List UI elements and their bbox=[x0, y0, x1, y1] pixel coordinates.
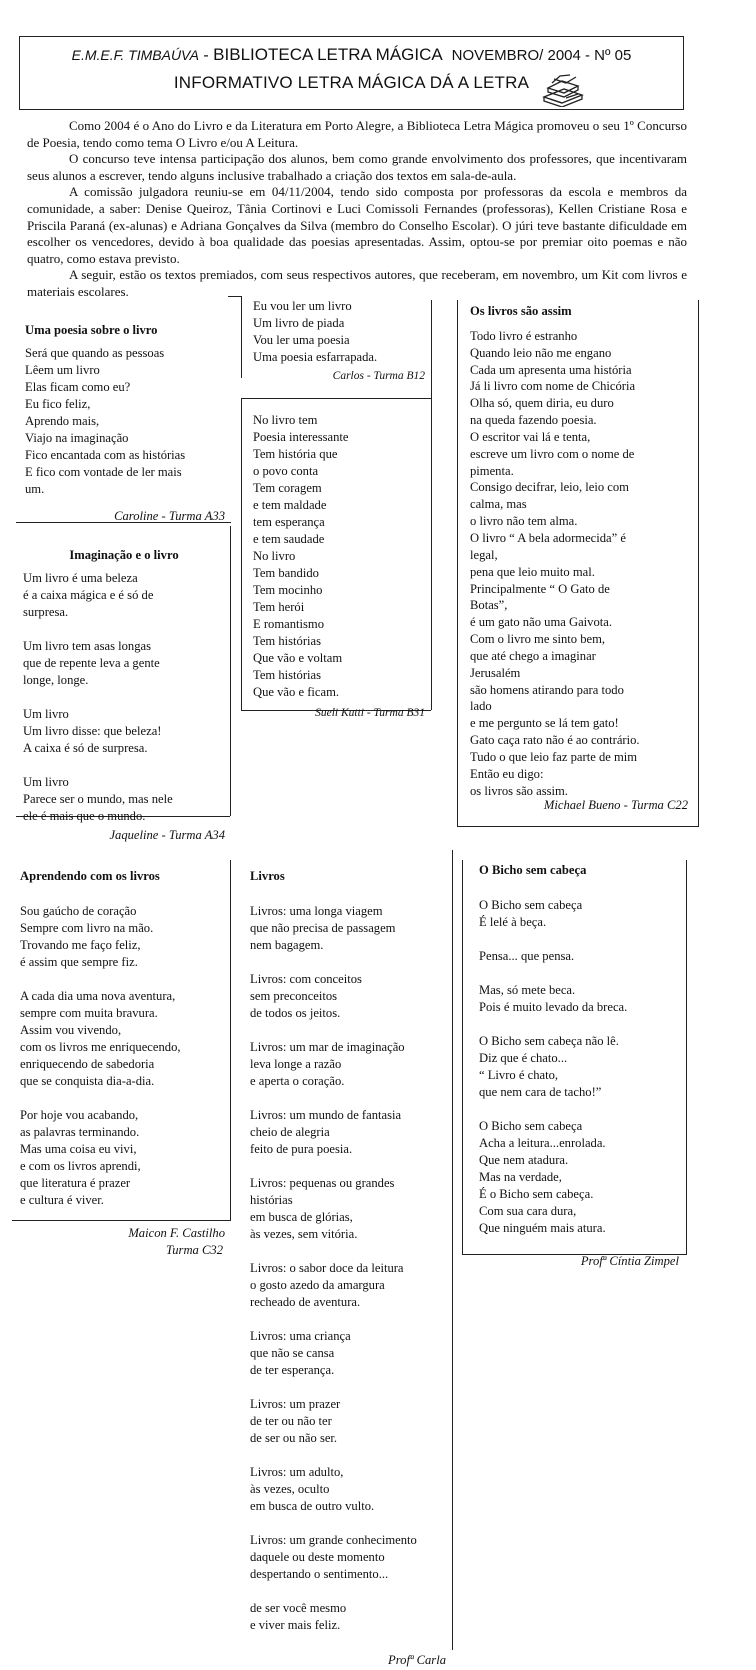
poem-line: escreve um livro com o nome de bbox=[470, 446, 635, 461]
poem-title: Imaginação e o livro bbox=[69, 548, 179, 562]
poem-line-text: Livros: pequenas ou grandes bbox=[250, 1176, 395, 1190]
poem-stanza bbox=[479, 1118, 679, 1237]
poem-line: Livros: um mar de imaginação bbox=[250, 1040, 405, 1054]
poem-author-class: Turma C32 bbox=[165, 1243, 223, 1257]
poem-line: “ Livro é chato, bbox=[479, 1068, 559, 1082]
poem-author: Profª Cíntia Zimpel bbox=[580, 1254, 679, 1268]
poem-line: lado bbox=[470, 699, 492, 714]
poem-line: ele é mais que o mundo. bbox=[23, 809, 146, 823]
poem-line: Um livro de piada bbox=[253, 316, 345, 330]
poem-line: Diz que é chato... bbox=[479, 1051, 568, 1065]
divider bbox=[686, 860, 687, 1255]
poem-stanza bbox=[250, 1532, 446, 1583]
poem-author: Sueli Kutti - Turma B31 bbox=[315, 707, 425, 719]
poem-line: Livros: com conceitos bbox=[250, 972, 362, 986]
poem-line: um. bbox=[25, 482, 45, 496]
poem-os-livros bbox=[470, 303, 688, 814]
poem-line: Então eu digo: bbox=[470, 766, 544, 781]
poem-line: O Bicho sem cabeça não lê. bbox=[479, 1034, 619, 1048]
poem-uma-poesia bbox=[25, 322, 225, 525]
newsletter-title: INFORMATIVO LETRA MÁGICA DÁ A LETRA bbox=[173, 73, 530, 92]
poem-lines bbox=[253, 298, 425, 366]
poem-line: os livros são assim. bbox=[470, 783, 568, 798]
poem-stanza bbox=[479, 1033, 679, 1101]
poem-imaginacao bbox=[23, 547, 225, 844]
poem-line: Tudo o que leio faz parte de mim bbox=[470, 749, 638, 764]
poem-stanza bbox=[250, 1464, 446, 1515]
poem-line: sempre com muita bravura. bbox=[20, 1006, 158, 1020]
poem-lines bbox=[253, 412, 425, 701]
poem-line: em busca de glórias, bbox=[250, 1210, 353, 1224]
poem-stanza bbox=[23, 706, 225, 757]
poem-line: Principalmente “ O Gato de bbox=[470, 581, 610, 596]
poem-line: Livros: um adulto, bbox=[250, 1465, 344, 1479]
poem-line: de ter esperança. bbox=[250, 1363, 335, 1377]
poem-stanza bbox=[23, 570, 225, 621]
poem-line: Aprendo mais, bbox=[25, 414, 100, 428]
poem-stanza bbox=[250, 1175, 446, 1243]
poem-line: Tem herói bbox=[253, 600, 305, 614]
divider bbox=[457, 826, 699, 827]
poem-line: de ser ou não ser. bbox=[250, 1431, 338, 1445]
poem-line: surpresa. bbox=[23, 605, 69, 619]
poem-line: Já li livro com nome de Chicória bbox=[470, 379, 636, 394]
poem-stanza bbox=[250, 1039, 446, 1090]
poem-line: Acha a leitura...enrolada. bbox=[479, 1136, 606, 1150]
poem-line: tem esperança bbox=[253, 515, 325, 529]
poem-line: nem bagagem. bbox=[250, 938, 324, 952]
poem-author: Profª Carla bbox=[388, 1653, 446, 1667]
poem-line: Tem histórias bbox=[253, 634, 322, 648]
poem-line: Sempre com livro na mão. bbox=[20, 921, 154, 935]
poem-line: Assim vou vivendo, bbox=[20, 1023, 122, 1037]
poem-author: Maicon F. Castilho bbox=[128, 1226, 225, 1240]
poem-line: Livros: um mundo de fantasia bbox=[250, 1108, 402, 1122]
poem-line: e tem saudade bbox=[253, 532, 325, 546]
poem-lines bbox=[25, 345, 225, 498]
poem-no-livro bbox=[253, 412, 425, 722]
poem-line: Mas, só mete beca. bbox=[479, 983, 576, 997]
poem-line: e me pergunto se lá tem gato! bbox=[470, 716, 619, 731]
poem-stanza bbox=[250, 1328, 446, 1379]
poem-title: Os livros são assim bbox=[470, 304, 572, 318]
poem-line: feito de pura poesia. bbox=[250, 1142, 353, 1156]
poem-line: o povo conta bbox=[253, 464, 319, 478]
intro-paragraph: Como 2004 é o Ano do Livro e da Literatura em Porto Alegre, a Biblioteca Letra Mágica promoveu o seu 1º Concurso de Poesia, tendo como tema O Livro e/ou A Leitura. bbox=[27, 118, 687, 150]
poem-line: Elas ficam como eu? bbox=[25, 380, 131, 394]
poem-line: de todos os jeitos. bbox=[250, 1006, 341, 1020]
poem-aprendendo bbox=[20, 868, 225, 1259]
poem-line: de ser você mesmo bbox=[250, 1601, 347, 1615]
poem-line: pena que leio muito mal. bbox=[470, 564, 595, 579]
poem-line: que até chego a imaginar bbox=[470, 648, 596, 663]
poem-line: Botas”, bbox=[470, 598, 508, 613]
intro-paragraph: A comissão julgadora reuniu-se em 04/11/2004, tendo sido composta por professoras da escola e membros da comunidade, a saber: Denise Queiroz, Tânia Cortinovi e Luci Comissoli Fernandes (professoras), Kellen Cristiane Rosa e Priscila Paraná (ex-alunas) e Adriana Gonçalves da Silva (membro do Conselho Escolar). O júri teve bastante dificuldade em escolher os vencedores, devido à boa qualidade das poesias apresentadas. Assim, optou-se por premiar oito poemas e não quatro, como estava previsto. bbox=[27, 184, 687, 266]
poem-line: É o Bicho sem cabeça. bbox=[479, 1187, 594, 1201]
poem-line: Mas na verdade, bbox=[479, 1170, 562, 1184]
separator: - bbox=[198, 47, 214, 64]
poem-line: pimenta. bbox=[470, 463, 514, 478]
poem-line: com os livros me enriquecendo, bbox=[20, 1040, 181, 1054]
poem-stanza bbox=[479, 897, 679, 931]
poem-stanza bbox=[23, 774, 225, 825]
poem-line: Um livro bbox=[23, 707, 69, 721]
poem-line: de ter ou não ter bbox=[250, 1414, 332, 1428]
poem-line: Que ninguém mais atura. bbox=[479, 1221, 606, 1235]
poem-livros bbox=[250, 868, 446, 1669]
poem-line: Olha só, quem diria, eu duro bbox=[470, 396, 614, 411]
poem-line: Tem coragem bbox=[253, 481, 322, 495]
poem-lines bbox=[479, 897, 679, 1237]
library-name: BIBLIOTECA LETRA MÁGICA bbox=[213, 45, 443, 64]
poem-line bbox=[250, 1175, 446, 1192]
poem-stanza bbox=[20, 988, 225, 1090]
poem-line: recheado de aventura. bbox=[250, 1295, 361, 1309]
poem-line: longe, longe. bbox=[23, 673, 89, 687]
poem-lines bbox=[250, 903, 446, 1634]
divider bbox=[457, 300, 458, 826]
poem-line: Um livro bbox=[23, 775, 69, 789]
poem-line: Um livro disse: que beleza! bbox=[23, 724, 162, 738]
poem-line: às vezes, sem vitória. bbox=[250, 1227, 358, 1241]
poem-line: daquele ou deste momento bbox=[250, 1550, 385, 1564]
poem-title: Livros bbox=[250, 869, 285, 883]
divider bbox=[241, 398, 242, 710]
intro-text bbox=[27, 118, 687, 301]
poem-line: Que nem atadura. bbox=[479, 1153, 569, 1167]
poem-line: Jerusalém bbox=[470, 665, 521, 680]
poem-lines bbox=[470, 328, 688, 800]
poem-line: No livro tem bbox=[253, 413, 318, 427]
poem-line: que não se cansa bbox=[250, 1346, 335, 1360]
poem-line: Poesia interessante bbox=[253, 430, 349, 444]
poem-line: Pois é muito levado da breca. bbox=[479, 1000, 628, 1014]
poem-line: Gato caça rato não é ao contrário. bbox=[470, 733, 640, 748]
poem-line: A caixa é só de surpresa. bbox=[23, 741, 148, 755]
poem-line: Com sua cara dura, bbox=[479, 1204, 577, 1218]
poem-line: que não precisa de passagem bbox=[250, 921, 396, 935]
masthead bbox=[19, 36, 684, 110]
poem-line: Livros: um grande conhecimento bbox=[250, 1533, 417, 1547]
poem-line: Que vão e ficam. bbox=[253, 685, 340, 699]
divider bbox=[241, 296, 242, 378]
divider bbox=[452, 850, 453, 1650]
poem-line: e aperta o coração. bbox=[250, 1074, 345, 1088]
poem-line: Pensa... que pensa. bbox=[479, 949, 575, 963]
poem-line: Livros: o sabor doce da leitura bbox=[250, 1261, 404, 1275]
poem-line: Que vão e voltam bbox=[253, 651, 343, 665]
poem-line: é um gato não uma Gaivota. bbox=[470, 615, 612, 630]
school-name: E.M.E.F. TIMBAÚVA bbox=[71, 47, 199, 63]
poem-line: Uma poesia esfarrapada. bbox=[253, 350, 378, 364]
poem-line: Eu vou ler um livro bbox=[253, 299, 352, 313]
poem-line: leva longe a razão bbox=[250, 1057, 342, 1071]
poem-line: Tem história que bbox=[253, 447, 338, 461]
poem-line: e viver mais feliz. bbox=[250, 1618, 341, 1632]
poem-line: que de repente leva a gente bbox=[23, 656, 160, 670]
poem-line: calma, mas bbox=[470, 497, 527, 512]
poem-line: o gosto azedo da amargura bbox=[250, 1278, 385, 1292]
poem-eu-vou-ler bbox=[253, 298, 425, 385]
poem-line: É lelé à beça. bbox=[479, 915, 547, 929]
poem-bicho bbox=[479, 862, 679, 1270]
poem-line: Eu fico feliz, bbox=[25, 397, 91, 411]
poem-stanza bbox=[250, 903, 446, 954]
poem-line: legal, bbox=[470, 547, 498, 562]
poem-stanza bbox=[250, 1107, 446, 1158]
poem-line: são homens atirando para todo bbox=[470, 682, 624, 697]
poem-line: na queda fazendo poesia. bbox=[470, 413, 597, 428]
poem-line: Fico encantada com as histórias bbox=[25, 448, 186, 462]
divider bbox=[698, 300, 699, 826]
poem-line: Quando leio não me engano bbox=[470, 345, 612, 360]
poem-line: as palavras terminando. bbox=[20, 1125, 140, 1139]
divider bbox=[431, 300, 432, 710]
poem-line: No livro bbox=[253, 549, 296, 563]
poem-line: E romantismo bbox=[253, 617, 325, 631]
masthead-line bbox=[20, 45, 683, 65]
poem-line: e tem maldade bbox=[253, 498, 327, 512]
poem-title: Uma poesia sobre o livro bbox=[25, 323, 158, 337]
divider bbox=[462, 860, 463, 1255]
poem-line: Tem bandido bbox=[253, 566, 319, 580]
poem-line: O livro “ A bela adormecida” é bbox=[470, 530, 626, 545]
poem-author: Michael Bueno - Turma C22 bbox=[543, 798, 688, 813]
poem-line: que literatura é prazer bbox=[20, 1176, 131, 1190]
divider bbox=[230, 526, 231, 816]
poem-lines bbox=[23, 570, 225, 825]
poem-line: cheio de alegria bbox=[250, 1125, 330, 1139]
poem-line: enriquecendo de sabedoria bbox=[20, 1057, 155, 1071]
poem-line: é a caixa mágica e é só de bbox=[23, 588, 154, 602]
poem-line: Viajo na imaginação bbox=[25, 431, 129, 445]
poem-line: despertando o sentimento... bbox=[250, 1567, 389, 1581]
poem-line: Um livro tem asas longas bbox=[23, 639, 152, 653]
issue-date: NOVEMBRO/ 2004 - Nº 05 bbox=[451, 47, 632, 64]
divider bbox=[228, 296, 242, 297]
poem-line: que se conquista dia-a-dia. bbox=[20, 1074, 155, 1088]
poem-stanza bbox=[479, 982, 679, 1016]
poem-line: Tem histórias bbox=[253, 668, 322, 682]
divider bbox=[230, 860, 231, 1220]
poem-stanza bbox=[250, 1260, 446, 1311]
poem-line: Mas uma coisa eu vivi, bbox=[20, 1142, 137, 1156]
poem-line: o livro não tem alma. bbox=[470, 514, 578, 529]
poem-line: Livros: um prazer bbox=[250, 1397, 341, 1411]
poem-stanza bbox=[479, 948, 679, 965]
poem-line: Sou gaúcho de coração bbox=[20, 904, 137, 918]
poem-line: O Bicho sem cabeça bbox=[479, 898, 583, 912]
divider bbox=[241, 398, 431, 399]
poem-line: Com o livro me sinto bem, bbox=[470, 632, 606, 647]
poem-line: O Bicho sem cabeça bbox=[479, 1119, 583, 1133]
poem-line: Será que quando as pessoas bbox=[25, 346, 165, 360]
poem-line: Trovando me faço feliz, bbox=[20, 938, 141, 952]
poem-line: que nem cara de tacho!” bbox=[479, 1085, 602, 1099]
poem-stanza bbox=[250, 971, 446, 1022]
poem-stanza bbox=[250, 1396, 446, 1447]
poem-author: Caroline - Turma A33 bbox=[114, 509, 225, 523]
poem-line: Livros: uma criança bbox=[250, 1329, 351, 1343]
poem-line: Consigo decifrar, leio, leio com bbox=[470, 480, 629, 495]
poem-line: histórias bbox=[250, 1193, 293, 1207]
poem-title: Aprendendo com os livros bbox=[20, 869, 160, 883]
poem-line: Um livro é uma beleza bbox=[23, 571, 138, 585]
poem-line: às vezes, oculto bbox=[250, 1482, 330, 1496]
books-icon bbox=[540, 73, 586, 107]
poem-line: A cada dia uma nova aventura, bbox=[20, 989, 176, 1003]
poem-line: e com os livros aprendi, bbox=[20, 1159, 141, 1173]
poem-stanza bbox=[250, 1600, 446, 1634]
poem-line: E fico com vontade de ler mais bbox=[25, 465, 182, 479]
poem-line: em busca de outro vulto. bbox=[250, 1499, 375, 1513]
poem-line: O escritor vai lá e tenta, bbox=[470, 429, 591, 444]
poem-line: e cultura é viver. bbox=[20, 1193, 104, 1207]
poem-stanza bbox=[20, 1107, 225, 1209]
poem-line: Lêem um livro bbox=[25, 363, 100, 377]
poem-line: Vou ler uma poesia bbox=[253, 333, 350, 347]
poem-author: Carlos - Turma B12 bbox=[332, 370, 425, 382]
poem-lines bbox=[20, 903, 225, 1209]
poem-line: é assim que sempre fiz. bbox=[20, 955, 138, 969]
poem-stanza bbox=[23, 638, 225, 689]
intro-paragraph: A seguir, estão os textos premiados, com seus respectivos autores, que receberam, em novembro, um Kit com livros e materiais escolares. bbox=[27, 267, 687, 299]
poem-line: Por hoje vou acabando, bbox=[20, 1108, 139, 1122]
poem-title: O Bicho sem cabeça bbox=[479, 863, 587, 877]
poem-line: Todo livro é estranho bbox=[470, 328, 578, 343]
poem-line: Tem mocinho bbox=[253, 583, 323, 597]
poem-author: Jaqueline - Turma A34 bbox=[109, 828, 225, 842]
poem-line: sem preconceitos bbox=[250, 989, 338, 1003]
poem-stanza bbox=[20, 903, 225, 971]
intro-paragraph: O concurso teve intensa participação dos alunos, bem como grande envolvimento dos professores, que incentivaram seus alunos a escrever, tendo alguns inclusive trabalhado a criação dos textos em sala-de-aula. bbox=[27, 151, 687, 183]
poem-line: Cada um apresenta uma história bbox=[470, 362, 632, 377]
poem-line: Parece ser o mundo, mas nele bbox=[23, 792, 173, 806]
poem-line: Livros: uma longa viagem bbox=[250, 904, 383, 918]
